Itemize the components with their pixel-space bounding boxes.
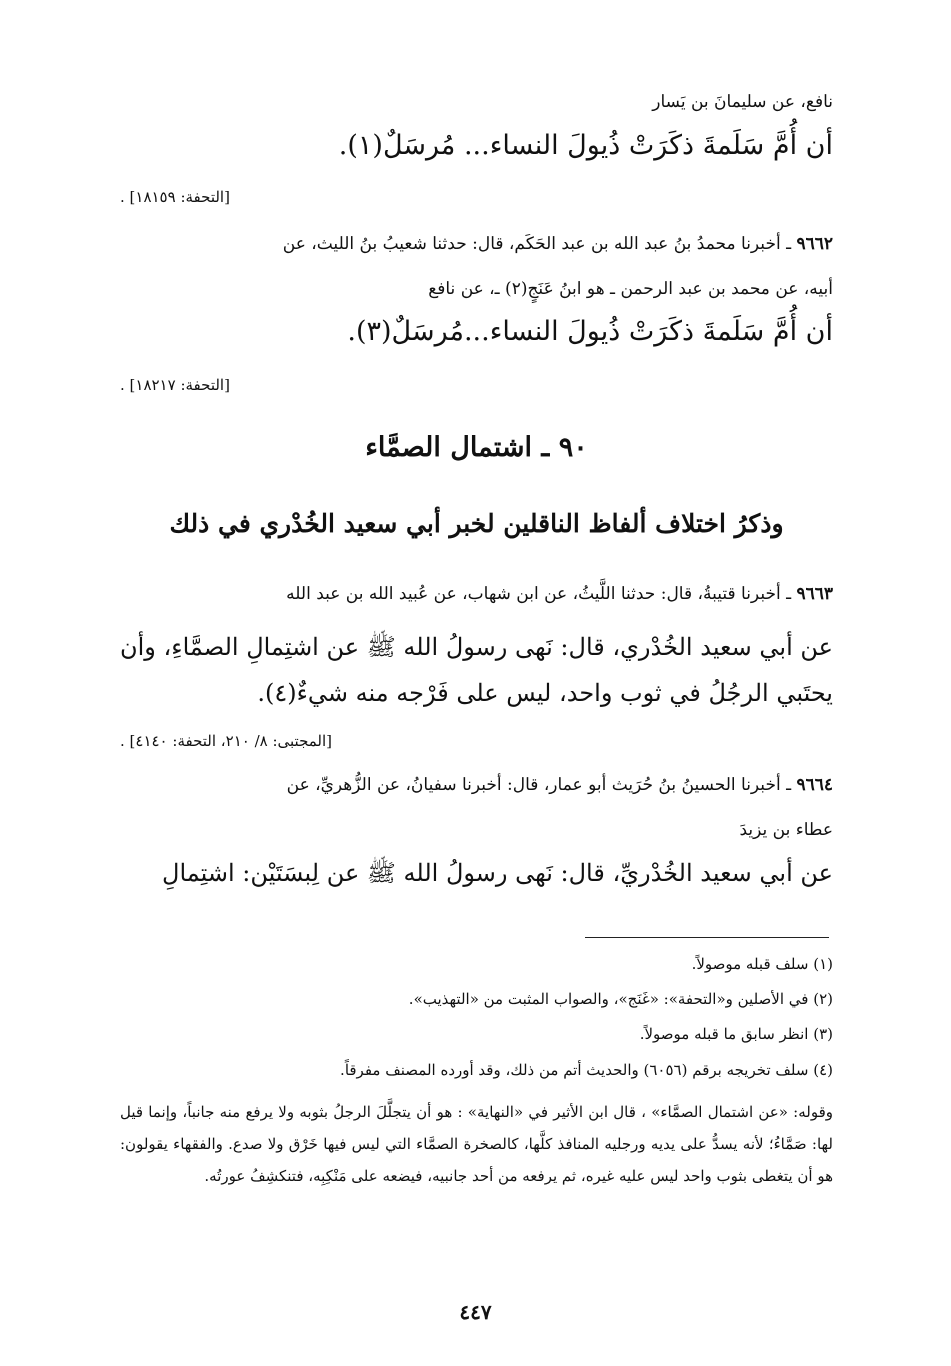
hadith-number: ٩٦٦٢ <box>796 234 833 254</box>
hadith-9662-line1: ٩٦٦٢ ـ أخبرنا محمدُ بنُ عبد الله بن عبد الحَكَم، قال: حدثنا شعيبُ بنُ الليث، عن <box>282 234 833 254</box>
text-line: نافع، عن سليمانَ بن يَسار <box>652 92 833 112</box>
reference: [التحفة: ١٨١٥٩] . <box>120 188 230 206</box>
footnote: (٣) انظر سابق ما قبله موصولاً. <box>639 1025 833 1043</box>
reference: [التحفة: ١٨٢١٧] . <box>120 376 230 394</box>
footnote-divider <box>585 937 829 938</box>
hadith-9664-line1: ٩٦٦٤ ـ أخبرنا الحسينُ بنُ حُرَيث أبو عمار، قال: أخبرنا سفيانُ، عن الزُّهريِّ، عن <box>286 775 833 795</box>
hadith-9662-line2: أبيه، عن محمد بن عبد الرحمن ـ هو ابنُ عَنَجٍ(٢) ـ، عن نافع <box>428 279 833 299</box>
hadith-9663-line1: ٩٦٦٣ ـ أخبرنا قتيبةُ، قال: حدثنا اللَّيثُ، عن ابن شهاب، عن عُبيد الله بن عبد الله <box>286 584 833 604</box>
chapter-title: ٩٠ ـ اشتمال الصمَّاء <box>365 432 588 463</box>
hadith-9664-text: عن أبي سعيد الخُدْريِّ، قال: نَهى رسولُ الله ﷺ عن لِبسَتَيْن: اشتِمالِ <box>162 859 833 887</box>
reference: [المجتبى: ٨/ ٢١٠، التحفة: ٤١٤٠] . <box>120 732 333 750</box>
footnote: (٤) سلف تخريجه برقم (٦٠٥٦) والحديث أتم من ذلك، وقد أورده المصنف مفرقاً. <box>340 1061 833 1079</box>
page-number: ٤٤٧ <box>459 1300 492 1324</box>
hadith-quote: أن أُمَّ سَلَمةَ ذكَرَتْ ذُيولَ النساء...مُرسَلٌ(٣). <box>347 316 833 347</box>
footnote-commentary: وقوله: «عن اشتمال الصمَّاء» ، قال ابن الأثير في «النهاية» : هو أن يتجلَّلَ الرجلُ بثوبه ولا يرفع منه جانباً، وإنما قيل لها: صَمَّاءُ؛ لأنه يسدُّ على يديه ورجليه المنافذ كلَّها، كالصخرة الصمَّاء التي ليس فيها خَرْق ولا صدع. والفقهاء يقولون: هو أن يتغطى بثوب واحد ليس عليه غيره، ثم يرفعه من أحد جانبيه، فيضعه على مَنْكِبِه، فتنكشِفُ عورتُه. <box>120 1103 833 1185</box>
hadith-number: ٩٦٦٣ <box>796 584 833 604</box>
hadith-9663-text: عن أبي سعيد الخُدْري، قال: نَهى رسولُ الله ﷺ عن اشتِمالِ الصمَّاءِ، وأن يحتَبي الرجُلُ في ثوب واحد، ليس على فَرْجه منه شيءٌ(٤). <box>120 633 833 707</box>
hadith-quote: أن أُمَّ سَلَمةَ ذكَرَتْ ذُيولَ النساء... مُرسَلٌ(١). <box>338 130 833 161</box>
hadith-number: ٩٦٦٤ <box>796 775 833 795</box>
hadith-9664-line2: عطاء بن يزيدَ <box>739 820 833 840</box>
chapter-subtitle: وذكرُ اختلاف ألفاظ الناقلين لخبر أبي سعيد الخُدْري في ذلك <box>169 509 784 538</box>
footnote: (٢) في الأصلين و«التحفة»: «غَنَج»، والصواب المثبت من «التهذيب». <box>408 990 833 1008</box>
footnote: (١) سلف قبله موصولاً. <box>691 955 833 973</box>
